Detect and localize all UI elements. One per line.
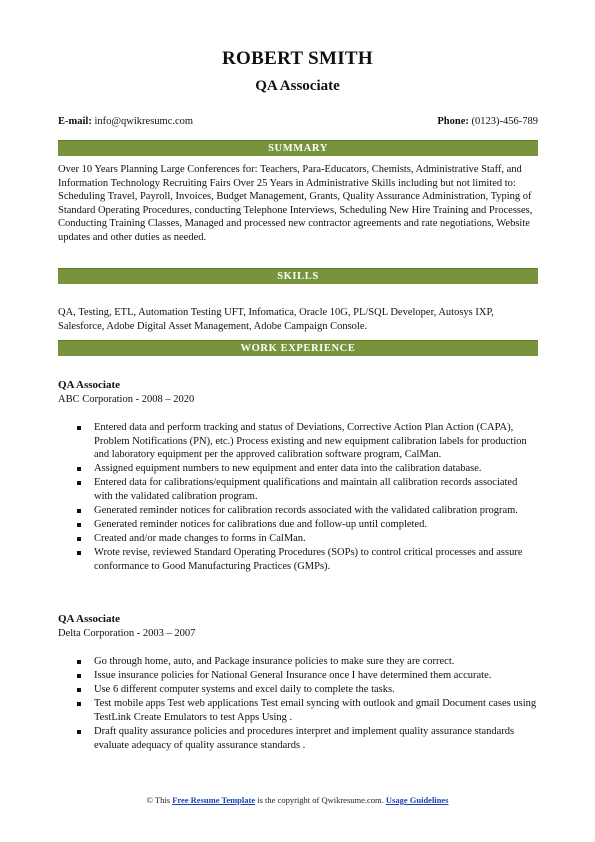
email-label: E-mail: (58, 116, 92, 127)
list-item: Use 6 different computer systems and excel daily to complete the tasks. (58, 683, 538, 697)
email-block (58, 116, 193, 127)
job-bullets (58, 421, 538, 574)
list-item: Assigned equipment numbers to new equipment and enter data into the calibration database. (58, 462, 538, 476)
list-item: Generated reminder notices for calibration records associated with the validated calibration program. (58, 504, 538, 518)
usage-guidelines-link[interactable]: Usage Guidelines (385, 795, 449, 805)
footer-middle: is the copyright of Qwikresume.com. (255, 795, 386, 805)
candidate-title: QA Associate (255, 78, 340, 94)
job-company: Delta Corporation - 2003 – 2007 (58, 628, 196, 639)
phone-value: (0123)-456-789 (471, 116, 538, 127)
list-item: Created and/or made changes to forms in CalMan. (58, 532, 538, 546)
phone-label: Phone: (437, 116, 469, 127)
free-resume-template-link[interactable]: Free Resume Template (172, 795, 256, 805)
list-item: Issue insurance policies for National General Insurance once I have determined them accurate. (58, 669, 538, 683)
summary-text: Over 10 Years Planning Large Conferences for: Teachers, Para-Educators, Chemists, Administrative Staff, and Information Technology Recruiting Fairs Over 25 Years in Administrative Skills including but not limited to: Scheduling Travel, Payroll, Invoices, Budget Management, Grants, Quality Assurance Administration, Typing of Standard Operating Procedures, conducting Telephone Interviews, Scheduling New Hire Training and Processes, Conducting Training Classes, Managed and processed new contractor agreements and rate negotiations, Website updates and other duties as needed. (58, 164, 533, 243)
job-title: QA Associate (58, 613, 121, 625)
list-item: Go through home, auto, and Package insurance policies to make sure they are correct. (58, 655, 538, 669)
list-item: Entered data for calibrations/equipment qualifications and maintain all calibration records associated with the validated calibration program. (58, 476, 538, 503)
phone-block (437, 116, 538, 127)
summary-heading: SUMMARY (58, 140, 538, 156)
list-item: Generated reminder notices for calibrations due and follow-up until completed. (58, 518, 538, 532)
list-item: Entered data and perform tracking and status of Deviations, Corrective Action Plan Action (CAPA), Problem Notifications (PN), etc.) Process existing and new equipment calibration labels for production and laboratory equipment per the approved calibration software program, CalMan. (58, 421, 538, 462)
experience-heading: WORK EXPERIENCE (58, 340, 538, 356)
job-company: ABC Corporation - 2008 – 2020 (58, 394, 195, 405)
list-item: Test mobile apps Test web applications Test email syncing with outlook and gmail Document cases using TestLink Create Emulators to test Apps Using . (58, 697, 538, 724)
candidate-name: ROBERT SMITH (222, 48, 373, 69)
footer-prefix: © This (146, 795, 173, 805)
job-title: QA Associate (58, 379, 121, 391)
footer (0, 795, 595, 805)
contact-row (58, 116, 538, 127)
job-bullets (58, 655, 538, 753)
list-item: Draft quality assurance policies and procedures interpret and implement quality assurance standards evaluate adequacy of quality assurance standards . (58, 725, 538, 752)
email-value: info@qwikresumc.com (94, 116, 194, 127)
skills-text: QA, Testing, ETL, Automation Testing UFT, Infomatica, Oracle 10G, PL/SQL Developer, Autosys IXP, Salesforce, Adobe Digital Asset Management, Adobe Campaign Console. (58, 307, 494, 332)
list-item: Wrote revise, reviewed Standard Operating Procedures (SOPs) to control critical processes and assure conformance to Good Manufacturing Practices (GMPs). (58, 546, 538, 573)
skills-heading: SKILLS (58, 268, 538, 284)
